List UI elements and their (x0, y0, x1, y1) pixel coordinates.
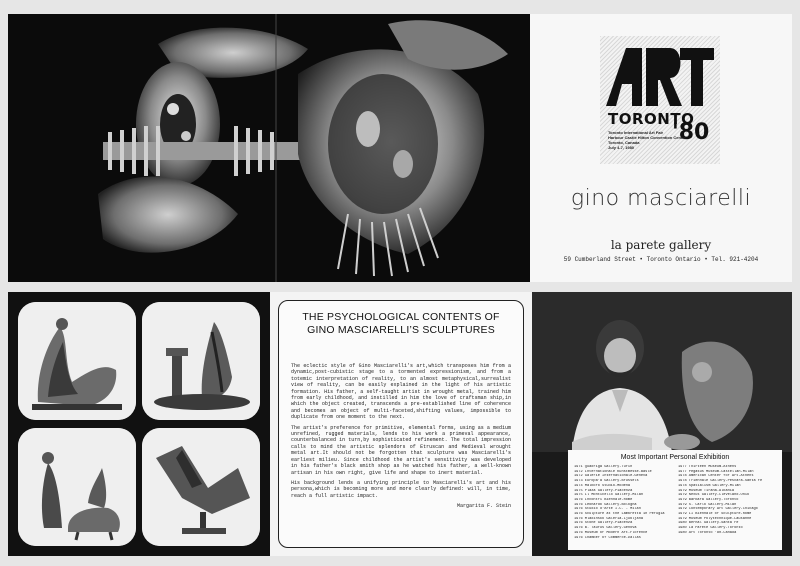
art-letters-logo (604, 42, 716, 108)
essay-title-line-1: THE PSYCHOLOGICAL CONTENTS OF (302, 311, 500, 323)
exhibition-item: 1980 Bernal Gallery-Santa Fe (678, 521, 739, 526)
exhibition-item: 1976 Chamber of Commerce-Dallas (574, 535, 641, 540)
exhibition-item: 1976 Incontri Biennale-Rome (574, 497, 633, 502)
exhibition-item: 1976 Museum of Modern Art-Florence (574, 530, 648, 535)
logo-line-1: Toronto International Art Fair (608, 130, 664, 135)
exhibition-item: 1973 Europa'a Gallery-Brussels (574, 479, 639, 484)
exhibition-item: 1979 II Biennale of Sculpture-Rome (678, 512, 752, 517)
exhibition-item: 1979 Contemporary Art Gallery-Chicago (678, 507, 758, 512)
exhibition-item: 1978 Spatialism Gallery-Milan (678, 483, 741, 488)
exhibition-item: 1976 Stone Gallery-Piacenza (574, 521, 633, 526)
art-toronto-logo (600, 36, 720, 164)
exhibition-item: 1978 American Center for Art-Athens (678, 474, 754, 479)
portrait-panel (532, 292, 792, 556)
logo-city-text: TORONTO (608, 110, 695, 128)
sculpture-photo-4 (142, 428, 260, 546)
exhibition-item: 1979 S. Carlo Gallery-Milan (678, 502, 737, 507)
essay-paragraph-1: The eclectic style of Gino Masciarelli's art,which transposes him from a dynamic,post-cubistic stage to a tormented expressionism, and from a totemic interpretation of reality, to an almost metaphysical,surrealist view of reality, can be easily explained in the light of his artistic formation. His father, a self-taught artist in wrought metal, trained him from early childhood, and instilled in him the love of craftsman ship,in which the object created, transcends a pre-established line of coherence and becomes an object of multi-faceted,shifting values, impossible to duplicate from one moment to the next. (291, 363, 511, 421)
exhibitions-title: Most Important Personal Exhibition (620, 454, 730, 461)
logo-line-4: July 4-7, 1980 (608, 145, 635, 150)
cover-photo-panel (8, 14, 530, 282)
exhibition-item: 1976 Studio d'Arte I.C. - Milan (574, 507, 641, 512)
exhibitions-left-column (574, 465, 672, 540)
sculptures-panel (8, 292, 270, 556)
gallery-name: la parete gallery (610, 238, 712, 252)
essay-body (291, 363, 511, 499)
exhibition-item: 1980 La Parete Gallery-Toronto (678, 526, 743, 531)
cover-title-panel (530, 14, 792, 282)
exhibition-item: 1978 Triennale Gallery-Pescara-Santa Fe (678, 479, 763, 484)
exhibition-item: 1976 Sculpture at the Lambretta in Perugia (574, 512, 665, 517)
exhibition-item: 1976 B. Taurus Gallery-Genova (574, 526, 637, 531)
exhibition-item: 1971 Quadriga Gallery-Turin (574, 465, 633, 469)
exhibition-item: 1979 Nexus Gallery-Cleveland-Ohio (678, 493, 750, 498)
exhibitions-right-column (678, 465, 776, 540)
sculpture-photo-3 (18, 428, 136, 546)
logo-line-2: Harbour Castle Hilton Convention Centre (608, 135, 687, 140)
sculpture-photo-2 (142, 302, 260, 420)
svg-text:ART: ART (604, 42, 606, 43)
essay-frame (278, 300, 524, 548)
exhibition-item: 1977 Thirteen Museum-Athens (678, 465, 737, 469)
essay-title-line-2: GINO MASCIARELLI’S SCULPTURES (307, 324, 495, 336)
essay-panel (270, 292, 532, 556)
exhibition-item: 1976 Leonardo Gallery-Bologna (574, 502, 637, 507)
gallery-address: 59 Cumberland Street • Toronto Ontario • Tel. 921-4204 (563, 256, 759, 263)
exhibition-item: 1975 Il Monticello Gallery-Milan (574, 493, 644, 498)
logo-line-3: Toronto, Canada (608, 140, 640, 145)
exhibition-item: 1979 Museum Tirana-Albania (678, 488, 735, 493)
exhibition-item: 1980 Art Toronto '80-Canada (678, 530, 737, 535)
artist-name: gino masciarelli (570, 186, 752, 211)
logo-year-text: '80 (672, 120, 710, 145)
exhibition-item: 1972 Galerie Internationale-Geneva (574, 474, 648, 479)
exhibition-item: 1977 Pegasus Museum-Castellan-Milan (678, 469, 754, 474)
exhibition-item: 1974 Malboro Studio-Modena (574, 483, 631, 488)
exhibitions-box (568, 450, 782, 550)
essay-paragraph-2: The artist's preference for primitive, elemental forms, using as a medium unrefined, rugged materials, lends to his work a primeval appearance, counterbalanced in turn,by sophisticated refinement. The total impression calls to mind the artistic splendors of Etruscan and Medieval wrought metal art.It should not be forgotten that sculpture was Masciarelli's earliest milieu. Since childhood the artist's sensitivity was developed in his father's black smith shop as he watched his father, a well-known artisan in his own right, give life and shape to inert material. (291, 424, 511, 476)
exhibition-item: 1976 Mladinsko Galeria-Ljubljana (574, 516, 644, 521)
exhibition-item: 1972 Internationale Kunstmesse-Basle (574, 469, 652, 474)
essay-signature: Margarita F. Stein (456, 503, 511, 510)
sculpture-photo (8, 14, 530, 282)
essay-title (291, 311, 511, 337)
exhibition-item: 1975 Plaza Gallery-Piacenza (574, 488, 633, 493)
essay-paragraph-3: His background lends a unifying principle to Masciarelli's art and his persona,which is becoming more and more clearly defined: will, in time, reach a full artistic impact. (291, 479, 511, 499)
exhibition-item: 1979 Museum Polytechnique-Lausanne (678, 516, 752, 521)
sculpture-photo-1 (18, 302, 136, 420)
exhibition-item: 1979 Barbara Gallery-Toronto (678, 497, 739, 502)
